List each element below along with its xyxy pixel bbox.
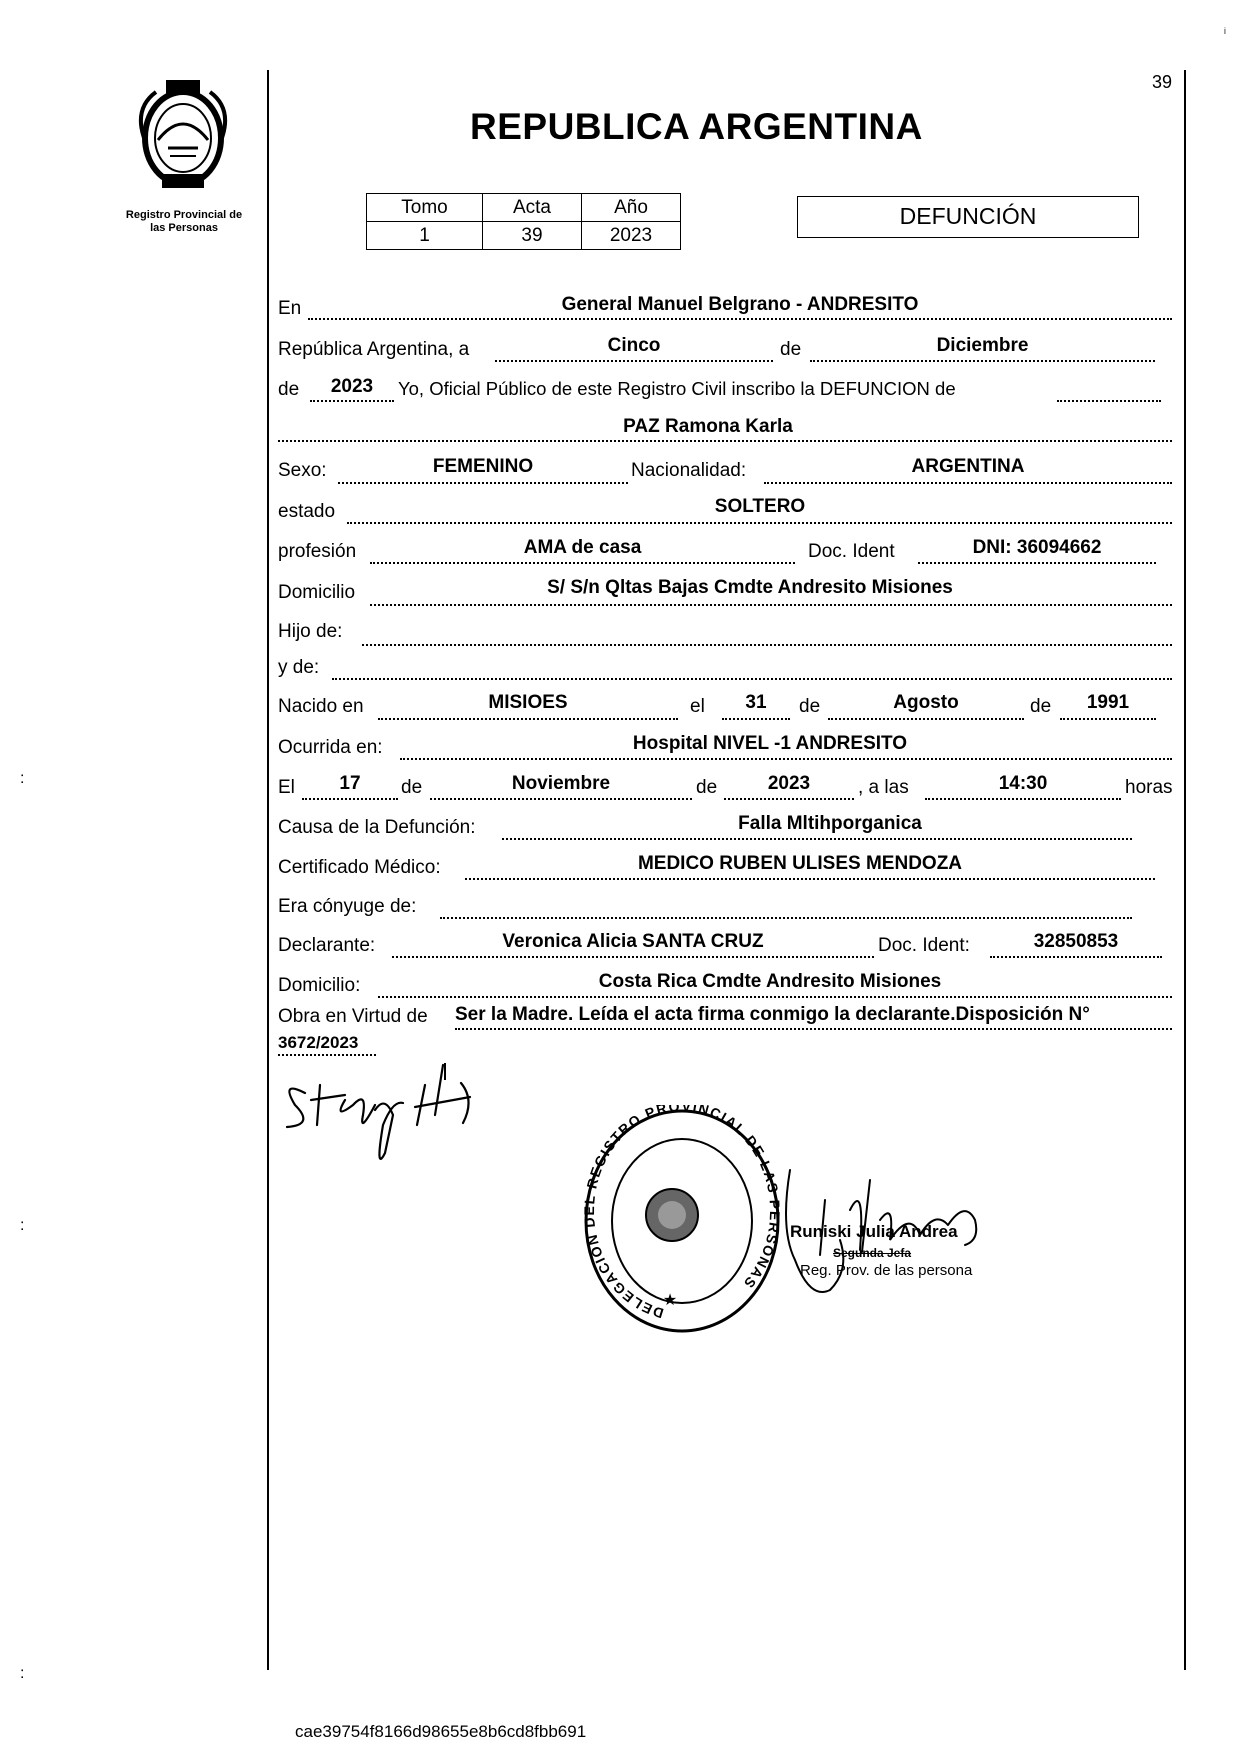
en-label: En bbox=[278, 298, 302, 319]
acta-header: Acta bbox=[483, 194, 582, 222]
birth-month-line bbox=[828, 718, 1024, 720]
svg-text:★: ★ bbox=[662, 1290, 678, 1309]
declarante-doc-line bbox=[990, 956, 1162, 958]
birth-month-value: Agosto bbox=[893, 692, 959, 713]
margin-mark-1: : bbox=[20, 770, 25, 787]
el-label: el bbox=[690, 696, 705, 717]
official-office: Reg. Prov. de las persona bbox=[800, 1262, 973, 1279]
birth-de-label-1: de bbox=[799, 696, 821, 717]
y-de-label: y de: bbox=[278, 657, 320, 678]
conyuge-line bbox=[440, 917, 1132, 919]
en-value: General Manuel Belgrano - ANDRESITO bbox=[561, 294, 919, 315]
death-time-line bbox=[925, 798, 1121, 800]
anio-value: 2023 bbox=[582, 222, 681, 250]
page-title: REPUBLICA ARGENTINA bbox=[470, 106, 923, 147]
declarante-domicilio-line bbox=[378, 996, 1172, 998]
month-word-value: Diciembre bbox=[936, 335, 1029, 356]
page-number: 39 bbox=[1152, 72, 1173, 92]
registry-caption bbox=[98, 209, 270, 235]
y-de-line bbox=[332, 678, 1172, 680]
declarant-signature bbox=[275, 1045, 505, 1175]
declarante-domicilio-value: Costa Rica Cmdte Andresito Misiones bbox=[598, 971, 942, 992]
obra-line bbox=[455, 1028, 1172, 1030]
certificado-line bbox=[465, 878, 1155, 880]
registry-line-2: las Personas bbox=[150, 222, 218, 234]
ocurrida-label: Ocurrida en: bbox=[278, 737, 383, 758]
province-seal-icon bbox=[128, 78, 238, 198]
death-de-label-1: de bbox=[401, 777, 423, 798]
deceased-name: PAZ Ramona Karla bbox=[623, 416, 793, 437]
anio-header: Año bbox=[582, 194, 681, 222]
day-word-line bbox=[495, 360, 773, 362]
domicilio-label: Domicilio bbox=[278, 582, 356, 603]
alas-label: , a las bbox=[858, 777, 909, 798]
corner-mark: ᵢ bbox=[1224, 22, 1226, 36]
record-type: DEFUNCIÓN bbox=[899, 203, 1037, 229]
acta-value: 39 bbox=[483, 222, 582, 250]
causa-line bbox=[502, 838, 1132, 840]
declarante-value: Veronica Alicia SANTA CRUZ bbox=[502, 931, 764, 952]
margin-mark-3: : bbox=[20, 1665, 25, 1682]
certificado-value: MEDICO RUBEN ULISES MENDOZA bbox=[637, 853, 963, 874]
doc-ident-value: DNI: 36094662 bbox=[972, 537, 1102, 558]
death-day-line bbox=[302, 798, 398, 800]
doc-ident-label: Doc. Ident bbox=[808, 541, 895, 562]
reference-table bbox=[366, 193, 681, 250]
declarante-label: Declarante: bbox=[278, 935, 376, 956]
domicilio-value: S/ S/n Qltas Bajas Cmdte Andresito Misiones bbox=[547, 577, 953, 598]
nacionalidad-line bbox=[764, 482, 1172, 484]
sexo-value: FEMENINO bbox=[432, 456, 534, 477]
official-stamp bbox=[582, 1105, 782, 1337]
birth-year-value: 1991 bbox=[1086, 692, 1130, 713]
death-day-value: 17 bbox=[339, 773, 361, 794]
death-month-value: Noviembre bbox=[511, 773, 611, 794]
year-line bbox=[310, 400, 394, 402]
yo-text: Yo, Oficial Público de este Registro Civil inscribo la DEFUNCION de bbox=[398, 378, 956, 399]
causa-value: Falla Mltihporganica bbox=[738, 813, 922, 834]
stamp-seal-icon bbox=[582, 1105, 782, 1337]
margin-mark-2: : bbox=[20, 1217, 25, 1234]
horas-label: horas bbox=[1125, 777, 1173, 798]
obra-label: Obra en Virtud de bbox=[278, 1006, 428, 1027]
hijo-line bbox=[362, 644, 1172, 646]
birth-day-value: 31 bbox=[745, 692, 767, 713]
reference-table-value-row bbox=[367, 222, 681, 250]
obra-value-line-2: 3672/2023 bbox=[278, 1033, 359, 1052]
hijo-label: Hijo de: bbox=[278, 621, 343, 642]
yo-line bbox=[1057, 400, 1161, 402]
certificado-label: Certificado Médico: bbox=[278, 857, 441, 878]
death-time-value: 14:30 bbox=[998, 773, 1048, 794]
en-line bbox=[308, 318, 1172, 320]
document-hash: cae39754f8166d98655e8b6cd8fbb691 bbox=[295, 1722, 587, 1741]
ocurrida-line bbox=[400, 758, 1172, 760]
domicilio-line bbox=[370, 604, 1172, 606]
registry-line-1: Registro Provincial de bbox=[125, 209, 243, 221]
death-year-value: 2023 bbox=[767, 773, 811, 794]
el2-label: El bbox=[278, 777, 295, 798]
de-label: de bbox=[780, 339, 802, 360]
estado-label: estado bbox=[278, 501, 336, 522]
name-line bbox=[278, 440, 1172, 442]
birth-year-line bbox=[1060, 718, 1156, 720]
estado-line bbox=[347, 522, 1172, 524]
left-margin-line bbox=[267, 70, 269, 1670]
nacionalidad-value: ARGENTINA bbox=[911, 456, 1025, 477]
month-word-line bbox=[810, 360, 1155, 362]
obra-value-line-1: Ser la Madre. Leída el acta firma conmigo la declarante.Disposición N° bbox=[455, 1004, 1090, 1025]
day-word-value: Cinco bbox=[607, 335, 661, 356]
declarante-doc-label: Doc. Ident: bbox=[878, 935, 970, 956]
declarante-line bbox=[392, 956, 874, 958]
sexo-label: Sexo: bbox=[278, 460, 327, 481]
nacido-value: MISIOES bbox=[488, 692, 568, 713]
year-value: 2023 bbox=[330, 376, 374, 397]
year-de-label: de bbox=[278, 379, 300, 400]
tomo-header: Tomo bbox=[367, 194, 483, 222]
profesion-line bbox=[370, 562, 795, 564]
birth-de-label-2: de bbox=[1030, 696, 1052, 717]
sexo-line bbox=[338, 482, 628, 484]
nacionalidad-label: Nacionalidad: bbox=[631, 460, 747, 481]
official-role: Segunda Jefa bbox=[833, 1246, 912, 1260]
province-seal bbox=[128, 78, 238, 198]
nacido-line bbox=[378, 718, 678, 720]
svg-text:DELEGACION DEL REGISTRO PROVIN: DELEGACION DEL REGISTRO PROVINCIAL DE LAS PERSONAS bbox=[582, 1105, 782, 1322]
tomo-value: 1 bbox=[367, 222, 483, 250]
declarante-doc-value: 32850853 bbox=[1033, 931, 1119, 952]
reference-table-header-row bbox=[367, 194, 681, 222]
nacido-label: Nacido en bbox=[278, 696, 364, 717]
birth-day-line bbox=[722, 718, 790, 720]
death-year-line bbox=[724, 798, 854, 800]
ocurrida-value: Hospital NIVEL -1 ANDRESITO bbox=[632, 733, 908, 754]
death-de-label-2: de bbox=[696, 777, 718, 798]
official-name: Runiski Julia Andrea bbox=[790, 1222, 958, 1241]
death-month-line bbox=[430, 798, 692, 800]
profesion-value: AMA de casa bbox=[523, 537, 642, 558]
republica-label: República Argentina, a bbox=[278, 339, 470, 360]
declarante-domicilio-label: Domicilio: bbox=[278, 975, 361, 996]
causa-label: Causa de la Defunción: bbox=[278, 817, 476, 838]
profesion-label: profesión bbox=[278, 541, 357, 562]
conyuge-label: Era cónyuge de: bbox=[278, 896, 417, 917]
estado-value: SOLTERO bbox=[714, 496, 806, 517]
right-margin-line bbox=[1184, 70, 1186, 1670]
doc-ident-line bbox=[918, 562, 1156, 564]
